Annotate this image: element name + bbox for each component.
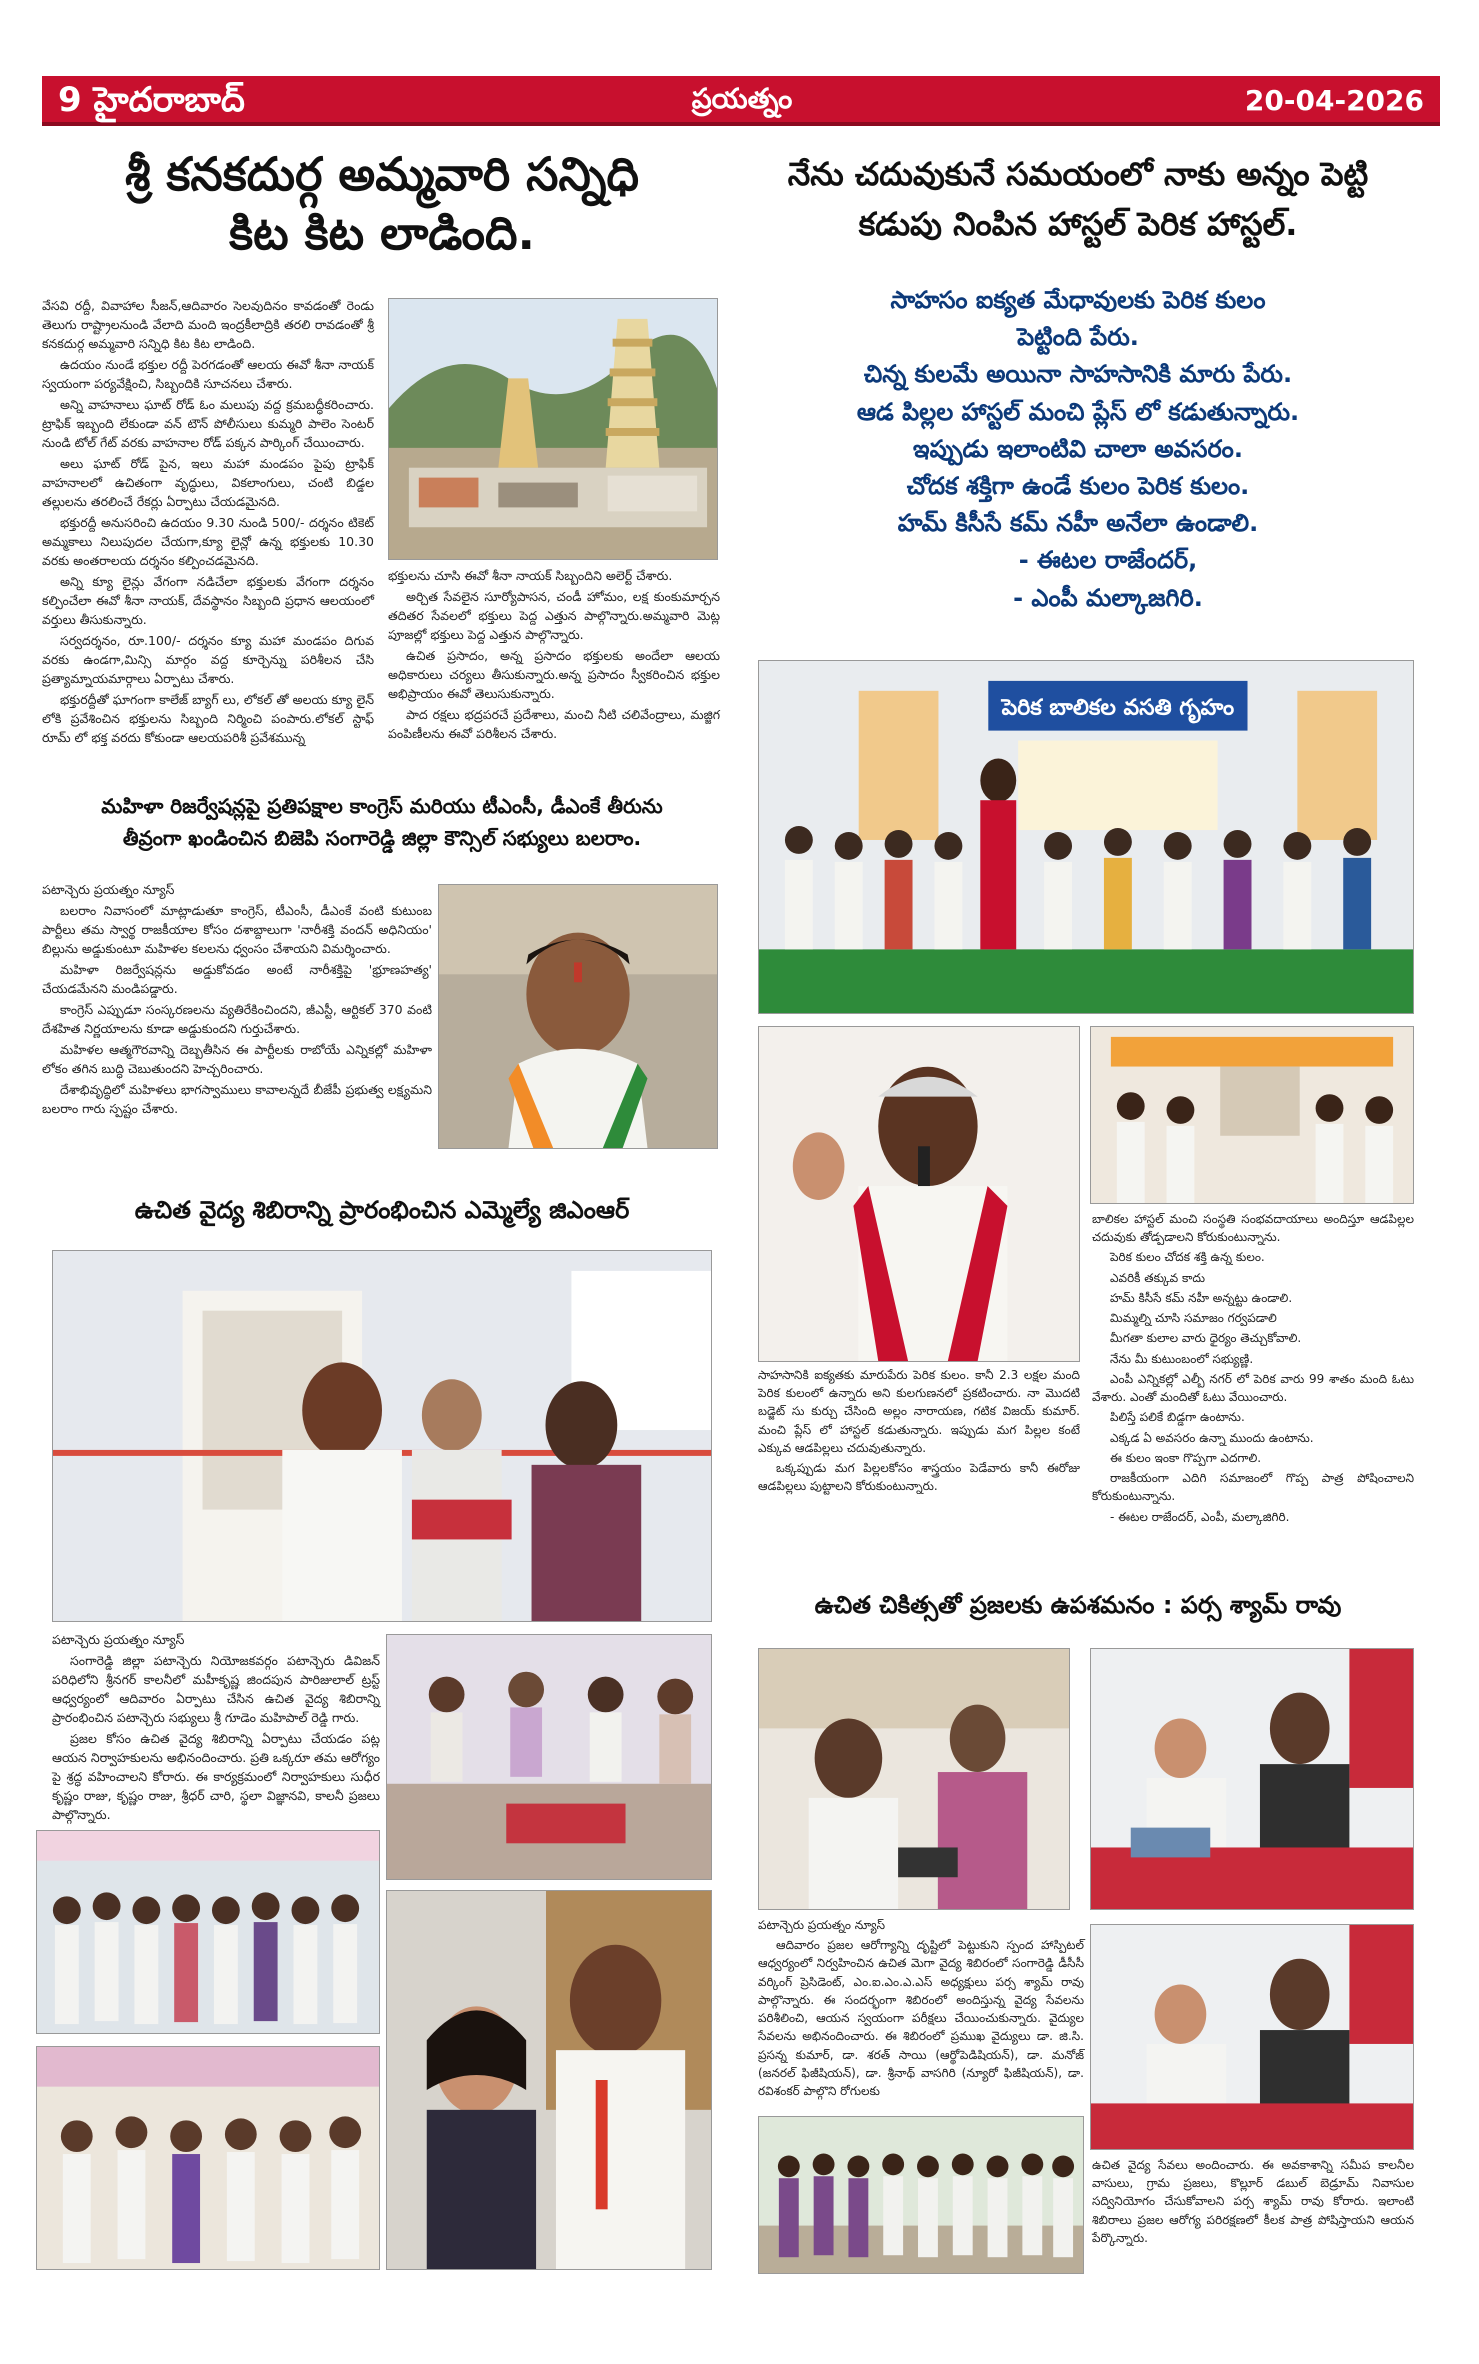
quote-line: ఇప్పుడు ఇలాంటివి చాలా అవసరం. (913, 434, 1243, 463)
article4-headline-line2: కడుపు నింపిన హాస్టల్ పెరిక హాస్టల్. (858, 204, 1298, 243)
article5-para: పటాన్చెరు ప్రయత్నం న్యూస్ (758, 1918, 886, 1932)
article1-para: సర్వదర్శనం, రూ.100/- దర్శనం క్యూ మహా మండపం దిగువ వరకు ఉండగా,మిన్సి మార్గం వద్ద కూర్చెన్ను పరిశీలన చేసి ప్రత్యామ్నాయమార్గాలు ఏర్పాటు చేశారు. (42, 633, 374, 686)
banner-text: పెరిక బాలికల వసతి గృహం (1001, 695, 1235, 721)
article5-para: ఆదివారం ప్రజల ఆరోగ్యాన్ని దృష్టిలో పెట్టుకుని స్పంద హాస్పిటల్ ఆధ్వర్యంలో నిర్వహించిన ఉచిత మెగా వైద్య శిబిరంలో సంగారెడ్డి డీసీసీ వర్కింగ్ ప్రెసిడెంట్, ఎం.ఐ.ఎం.ఎ.ఎస్ అధ్యక్షులు పర్స శ్యామ్ రావు పాల్గొన్నారు. ఈ సందర్భంగా శిబిరంలో అందిస్తున్న వైద్య సేవలను పరిశీలించి, ఆయన స్వయంగా పరీక్షలు చేయించుకున్నారు. వైద్యుల సేవలను అభినందించారు. ఈ శిబిరంలో ప్రముఖ వైద్యులు డా. జి.సి. ప్రసన్న కుమార్, డా. శరత్ సాయి (ఆర్థోపెడిషియన్), డా. మనోజ్ (జనరల్ ఫిజీషియన్), డా. శ్రీనాథ్ వాసగిరి (న్యూరో ఫిజీషియన్), డా. రవిశంకర్ పాల్గొని రోగులకు (758, 1938, 1084, 2099)
article3-para: ప్రజల కోసం ఉచిత వైద్య శిబిరాన్ని ఏర్పాటు చేయడం పట్ల ఆయన నిర్వాహకులను అభినందించారు. ప్రతి ఒక్కరూ తమ ఆరోగ్యం పై శ్రద్ధ వహించాలని కోరారు. ఈ కార్యక్రమంలో నిర్వాహకులు సుధీర కృష్ణం రాజు, కృష్ణం రాజు, శ్రీధర్ చారి, స్థలా విజ్ఞానవి, కాలనీ ప్రజలు పాల్గొన్నారు. (52, 1731, 380, 1822)
quote-line: హమ్ కిసీసే కమ్ నహీ అనేలా ఉండాలి. (897, 509, 1259, 538)
article5-caption-text: ఉచిత వైద్య సేవలు అందించారు. ఈ అవకాశాన్ని సమీప కాలనీల వాసులు, గ్రామ ప్రజలు, కొల్లూర్ డబుల్ బెడ్రూమ్ నివాసుల సద్వినియోగం చేసుకోవాలని పర్స శ్యామ్ రావు కోరారు. ఇలాంటి శిబిరాలు ప్రజల ఆరోగ్య పరిరక్షణలో కీలక పాత్ర పోషిస్తాయని ఆయన పేర్కొన్నారు. (1092, 2158, 1414, 2245)
camp-group-photo (386, 1634, 712, 1880)
issue-date: 20-04-2026 (1244, 84, 1424, 117)
article3-headline: ఉచిత వైద్య శిబిరాన్ని ప్రారంభించిన ఎమ్మెల్యే జిఎంఆర్ (134, 1196, 630, 1224)
article2-para: మహిళల ఆత్మగౌరవాన్ని దెబ్బతీసిన ఈ పార్టీలకు రాబోయే ఎన్నికల్లో మహిళా లోకం తగిన బుద్ధి చెబుతుందని హెచ్చరించారు. (42, 1042, 432, 1076)
gathering-photo (36, 1830, 380, 2034)
ribbon-cutting-photo (52, 1250, 712, 1622)
article2-body (42, 880, 432, 1120)
caption-line: ఒక్కప్పుడు మగ పిల్లలకోసం శాస్త్రయం పెడేవారు కానీ ఈరోజు ఆడపిల్లలు పుట్టాలని కోరుకుంటున్నారు. (758, 1461, 1080, 1494)
article4-headline (748, 150, 1408, 249)
article1-para: భక్తురద్దీతో ఘాగంగా కాలేజ్ బ్యాగ్ లు, లోకల్ తో అలయ క్యూ లైన్ లోకి ప్రవేశించిన భక్తులను సిబ్బంది నిర్మించి పంపారు.లోకల్ స్టాఫ్ రూమ్ లో భక్త వరదు కోకుండా ఆలయపరిశీ ప్రవేశమున్న (42, 692, 374, 745)
article1-para: అర్చిత సేవలైన సూర్యోపాసన, చండీ హోమం, లక్ష కుంకుమార్చన తదితర సేవలలో భక్తులు పెద్ద ఎత్తున పాల్గొన్నారు.అమ్మవారి మెట్ల పూజల్లో భక్తులు పెద్ద ఎత్తున పాల్గొన్నారు. (388, 589, 720, 642)
article1-headline-line2: కిట కిట లాడింది. (229, 205, 535, 260)
article1-para: భక్తులను చూసి ఈవో శీనా నాయక్ సిబ్బందిని అలెర్ట్ చేశారు. (388, 568, 673, 583)
bp-check-photo-2 (1090, 1924, 1414, 2150)
caption-line: పిలిస్తే పలికే బిడ్డగా ఉంటాను. (1110, 1410, 1245, 1425)
article5-caption (1092, 2156, 1414, 2249)
staff-group-photo (758, 2116, 1084, 2274)
caption-line: పెరిక కులం చోదక శక్తి ఉన్న కులం. (1110, 1250, 1265, 1265)
caption-line: సాహసానికి ఐక్యతకు మారుపేరు పెరిక కులం. కానీ 2.3 లక్షల మంది పెరిక కులంలో ఉన్నారు అని కులగుణనలో ప్రకటించారు. నా మొదటి బడ్జెట్ సు కుర్చు చేసింది అల్లం నారాయణ, గటిక విజయ్ కుమార్. మంచి ప్లేస్ లో హాస్టల్ కడుతున్నారు. ఇప్పుడు మగ పిల్లల కంటే ఎక్కువ ఆడపిల్లలు చదువుతున్నారు. (758, 1368, 1080, 1455)
article1-col2 (388, 566, 720, 745)
article5-body (758, 1916, 1084, 2102)
article1-para: అలు ఘాట్ రోడ్ పైన, ఇలు మహా మండపం పైపు ట్రాఫిక్ వాహనాలలో ఉచితంగా వృద్ధులు, వికలాంగులు, చంటి బిడ్డల తల్లులను తరలించే రేకర్లు ఏర్పాటు చేయడమైనది. (42, 456, 374, 509)
caption-line: ఎవరికీ తక్కువ కాదు (1110, 1270, 1206, 1285)
article4-quote (748, 282, 1408, 617)
article4-caption-right (1092, 1210, 1414, 1528)
article1-para: అన్ని వాహనాలు ఘాట్ రోడ్ ఓం మలుపు వద్ద క్రమబద్ధీకరించారు. ట్రాఫిక్ ఇబ్బంది లేకుండా వన్ టౌన్ పోలీసులు కుమ్మరి పాలెం సెంటర్ నుండి టోల్ గేట్ వరకు వాహనాల రోడ్ పక్కన పార్కింగ్ చేయించారు. (42, 397, 374, 450)
article3-para: పటాన్చెరు ప్రయత్నం న్యూస్ (52, 1632, 185, 1647)
speaker-photo (758, 1026, 1080, 1362)
caption-line: ఎక్కడ ఏ అవసరం ఉన్నా ముందు ఉంటాను. (1110, 1430, 1314, 1445)
caption-line: ఈ కులం ఇంకా గొప్పగా ఎదగాలి. (1110, 1450, 1262, 1465)
masthead (42, 76, 1440, 126)
bp-check-photo (1090, 1648, 1414, 1910)
medical-checkup-photo (758, 1648, 1070, 1910)
article4-caption-left (758, 1366, 1080, 1498)
plaque-unveiling-photo (1090, 1026, 1414, 1204)
page-number-city: 9 హైదరాబాద్ (58, 80, 245, 120)
paper-name: ప్రయత్నం (691, 82, 793, 115)
article1-para: అన్ని క్యూ లైన్లు వేగంగా నడిచేలా భక్తులకు వేగంగా దర్శనం కల్పించేలా ఈవో శీనా నాయక్, దేవస్థానం సిబ్బంది ప్రధాన ఆలయంలో వర్తులు తీసుకున్నారు. (42, 574, 374, 627)
quote-line: సాహసం ఐక్యత మేధావులకు పెరిక కులం (890, 286, 1266, 314)
article2-headline (42, 790, 722, 854)
article2-headline-line1: మహిళా రిజర్వేషన్లపై ప్రతిపక్షాల కాంగ్రెస్ మరియు టీఎంసీ, డీఎంకే తీరును (101, 794, 663, 818)
article2-para: కాంగ్రెస్ ఎప్పుడూ సంస్కరణలను వ్యతిరేకించిందని, జీఎస్టీ, ఆర్టికల్ 370 వంటి దేశహిత నిర్ణయాలను కూడా అడ్డుకుందని గుర్తుచేశారు. (42, 1002, 432, 1036)
caption-line: నేను మీ కుటుంబంలో సభ్యుణ్ణి. (1110, 1351, 1254, 1366)
article2-para: పటాన్చెరు ప్రయత్నం న్యూస్ (42, 882, 175, 897)
temple-photo (388, 298, 718, 560)
caption-line: మీగతా కులాల వారు ధైర్యం తెచ్చుకోవాలి. (1110, 1331, 1302, 1346)
article3-body (52, 1630, 380, 1826)
article2-para: మహిళా రిజర్వేషన్లను అడ్డుకోవడం అంటే నారీశక్తిపై 'భ్రూణహత్య' చేయడమేనని మండిపడ్డారు. (42, 962, 432, 996)
article2-headline-line2: తీవ్రంగా ఖండించిన బిజెపి సంగారెడ్డి జిల్లా కౌన్సిల్ సభ్యులు బలరాం. (122, 826, 642, 850)
quote-line: ఆడ పిల్లల హాస్టల్ మంచి ప్లేస్ లో కడుతున్నారు. (856, 397, 1300, 426)
caption-line: మిమ్మల్ని చూసి సమాజం గర్వపడాలి (1110, 1311, 1277, 1326)
caption-line: ఎంపీ ఎన్నికల్లో ఎల్బీ నగర్ లో పెరిక వారు 99 శాతం మంది ఓటు వేశారు. ఎంతో మందితో ఓటు వేయించారు. (1092, 1371, 1414, 1405)
quote-line: పెట్టింది పేరు. (1017, 323, 1139, 352)
article1-para: ఉచిత ప్రసాదం, అన్న ప్రసాదం భక్తులకు అందేలా ఆలయ అధికారులు చర్యలు తీసుకున్నారు.అన్న ప్రసాదం స్వీకరించిన భక్తుల అభిప్రాయం ఈవో తెలుసుకున్నారు. (388, 648, 720, 701)
article1-para: భక్తురద్దీ అనుసరించి ఉదయం 9.30 నుండి 500/- దర్శనం టికెట్ అమ్మకాలు నిలుపుదల చేయగా,క్యూ లైన్లో ఉన్న భక్తులకు 10.30 వరకు అంతరాలయ దర్శనం కల్పించడమైనది. (42, 515, 374, 568)
article3-para: సంగారెడ్డి జిల్లా పటాన్చెరు నియోజకవర్గం పటాన్చెరు డివిజన్ పరిధిలోని శ్రీనగర్ కాలనీలో మహీకృష్ణ జిందపున పారిజులాల్ ట్రస్ట్ ఆధ్వర్యంలో ఆదివారం ఏర్పాటు చేసిన ఉచిత వైద్య శిబిరాన్ని ప్రారంభించిన పటాన్చెరు సభ్యులు శ్రీ గూడెం మహిపాల్ రెడ్డి గారు. (52, 1653, 380, 1725)
mla-closeup-photo (386, 1890, 712, 2270)
caption-line: రాజకీయంగా ఎదిగి సమాజంలో గొప్ప పాత్ర పోషించాలని కోరుకుంటున్నాను. (1092, 1471, 1414, 1504)
article1-headline-line1: శ్రీ కనకదుర్గ అమ్మవారి సన్నిధి (125, 147, 639, 201)
quote-line: - ఎంపీ మల్కాజగిరి. (1013, 583, 1203, 612)
quote-line: - ఈటల రాజేందర్, (1018, 546, 1198, 575)
article5-headline: ఉచిత చికిత్సతో ప్రజలకు ఉపశమనం : పర్స శ్యామ్ రావు (814, 1591, 1342, 1619)
article2-para: దేశాభివృద్ధిలో మహిళలు భాగస్వాములు కావాలన్నదే బీజేపీ ప్రభుత్వ లక్ష్యమని బలరాం గారు స్పష్టం చేశారు. (42, 1082, 432, 1116)
politician-portrait (438, 884, 718, 1149)
article1-col1 (42, 296, 374, 749)
quote-line: చిన్న కులమే అయినా సాహసానికి మారు పేరు. (863, 360, 1293, 389)
caption-line: హమ్ కిసీసే కమ్ నహీ అన్నట్టు ఉండాలి. (1110, 1290, 1293, 1305)
article1-para: పాద రక్షలు భద్రపరచే ప్రదేశాలు, మంచి నీటి చలివేంద్రాలు, మజ్జిగ పంపిణీలను ఈవో పరిశీలన చేశారు. (388, 707, 720, 741)
caption-line: బాలికల హాస్టల్ మంచి సంస్థతి సంభవదాయాలు అందిస్తూ ఆడపిల్లల చదువుకు తోడ్పడాలని కోరుకుంటున్నాను. (1092, 1212, 1414, 1245)
article1-para: వేసవి రద్దీ, వివాహాల సీజన్,ఆదివారం సెలవుదినం కావడంతో రెండు తెలుగు రాష్ట్రాలనుండి వేలాది మంది ఇంద్రకీలాద్రికి తరలి రావడంతో శ్రీ కనకదుర్గ అమ్మవారి సన్నిధి కిట కిట లాడింది. (42, 298, 374, 351)
quote-line: చోదక శక్తిగా ఉండే కులం పెరిక కులం. (906, 471, 1250, 500)
article1-headline (42, 145, 722, 263)
article1-para: ఉదయం నుండే భక్తుల రద్దీ పెరగడంతో ఆలయ ఈవో శీనా నాయక్ స్వయంగా పర్యవేక్షించి, సిబ్బందికి సూచనలు చేశారు. (42, 357, 374, 391)
article2-para: బలరాం నివాసంలో మాట్లాడుతూ కాంగ్రెస్, టీఎంసీ, డీఎంకే వంటి కుటుంబ పార్టీలు తమ స్వార్థ రాజకీయాల కోసం దశాబ్దాలుగా 'నారీశక్తి వందన్ అధినియం' బిల్లును అడ్డుకుంటూ మహిళల కలలను ధ్వంసం చేశాయని విమర్శించారు. (42, 903, 432, 956)
caption-line: - ఈటల రాజేందర్, ఎంపీ, మల్కాజిగిరి. (1110, 1509, 1290, 1524)
hostel-stage-photo (758, 660, 1414, 1014)
article4-headline-line1: నేను చదువుకునే సమయంలో నాకు అన్నం పెట్టి (787, 155, 1369, 193)
outdoor-group-photo (36, 2046, 380, 2270)
